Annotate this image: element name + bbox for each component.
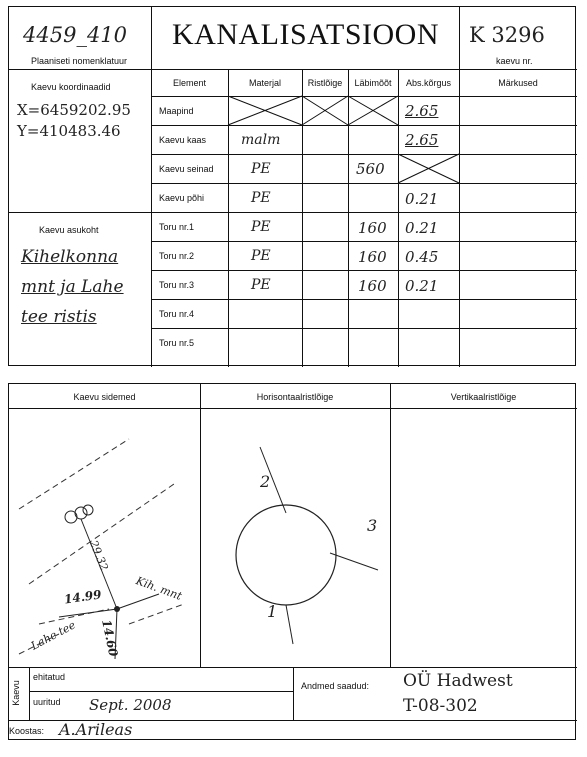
coordinates-label: Kaevu koordinaadid <box>31 82 111 92</box>
compiler-value: A.Arileas <box>59 720 133 739</box>
location-label: Kaevu asukoht <box>39 225 99 235</box>
bottom-card <box>8 383 576 740</box>
location-line-2: mnt ja Lahe <box>21 277 124 297</box>
row-material: PE <box>251 248 271 264</box>
sketch-dist-b: 14.60 <box>99 618 121 658</box>
col-header-notes: Märkused <box>498 78 538 88</box>
sketch-road-a: Kih. mnt <box>134 574 184 603</box>
well-number-label: kaevu nr. <box>496 56 533 66</box>
section-ties-label: Kaevu sidemed <box>73 392 136 402</box>
col-header-cross: Ristlõige <box>307 78 343 88</box>
row-material: PE <box>251 277 271 293</box>
built-label: ehitatud <box>33 672 66 682</box>
data-source-value-2: T-08-302 <box>403 696 478 716</box>
horizontal-section-drawing <box>200 409 390 667</box>
col-header-diameter: Läbimõõt <box>354 78 392 88</box>
surveyed-label: uuritud <box>33 697 61 707</box>
row-element: Toru nr.4 <box>159 309 195 319</box>
row-element: Kaevu kaas <box>159 135 207 145</box>
row-element: Toru nr.2 <box>159 251 195 261</box>
row-material: malm <box>241 132 281 148</box>
row-height: 0.45 <box>405 248 439 266</box>
data-source-label: Andmed saadud: <box>301 681 370 691</box>
coordinate-y: Y=410483.46 <box>17 122 121 140</box>
data-source-value-1: OÜ Hadwest <box>403 671 513 691</box>
nomenclature-label: Plaaniseti nomenklatuur <box>31 56 128 66</box>
pipe-label-2: 2 <box>260 472 271 491</box>
section-vertical-label: Vertikaalristlõige <box>450 392 517 402</box>
row-element: Toru nr.3 <box>159 280 195 290</box>
nomenclature-value: 4459_410 <box>23 23 128 47</box>
row-element: Kaevu põhi <box>159 193 205 203</box>
row-diameter: 560 <box>356 160 385 178</box>
row-material: PE <box>251 190 271 206</box>
sketch-dist-c: 29.32 <box>86 538 111 573</box>
row-height: 2.65 <box>405 102 439 120</box>
pipe-label-1: 1 <box>267 602 278 621</box>
page-title: KANALISATSIOON <box>172 18 439 51</box>
col-header-material: Materjal <box>248 78 281 88</box>
sketch-road-b: Lahe tee <box>28 618 78 653</box>
row-element: Toru nr.5 <box>159 338 195 348</box>
row-element: Maapind <box>159 106 194 116</box>
row-diameter: 160 <box>358 248 387 266</box>
row-height: 0.21 <box>405 190 439 208</box>
top-card <box>8 6 576 366</box>
row-diameter: 160 <box>358 277 387 295</box>
surveyed-value: Sept. 2008 <box>89 696 172 714</box>
row-height: 0.21 <box>405 277 439 295</box>
row-element: Kaevu seinad <box>159 164 214 174</box>
well-number-value: K 3296 <box>469 23 545 47</box>
row-material: PE <box>251 219 271 235</box>
sketch-dist-a: 14.99 <box>63 587 103 607</box>
pipe-label-3: 3 <box>367 516 378 535</box>
location-line-1: Kihelkonna <box>21 247 119 267</box>
row-height: 0.21 <box>405 219 439 237</box>
compiler-label: Koostas: <box>9 726 45 736</box>
row-material: PE <box>251 161 271 177</box>
row-height: 2.65 <box>405 131 439 149</box>
na-cross-marks <box>9 7 577 367</box>
row-element: Toru nr.1 <box>159 222 195 232</box>
row-diameter: 160 <box>358 219 387 237</box>
footer-side-label: Kaevu <box>10 680 21 706</box>
location-line-3: tee ristis <box>21 307 97 327</box>
coordinate-x: X=6459202.95 <box>17 101 131 119</box>
col-header-height: Abs.kõrgus <box>405 78 452 88</box>
col-header-element: Element <box>172 78 207 88</box>
section-horizontal-label: Horisontaalristlõige <box>256 392 334 402</box>
